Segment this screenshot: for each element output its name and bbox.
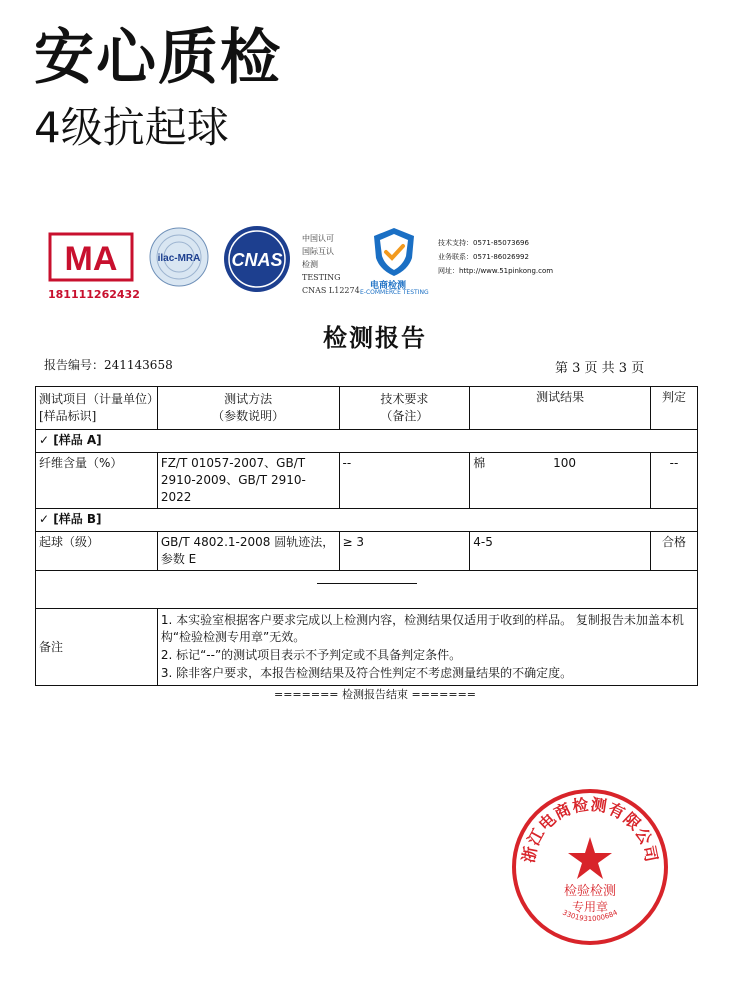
- seal-purpose: 检验检测: [563, 884, 617, 899]
- row1-result: [470, 453, 651, 509]
- seal-org: 浙江电商检测有限公司: [518, 794, 662, 865]
- ecommerce-testing-cn: 电商检测: [370, 281, 407, 291]
- report-end: ======= 检测报告结束 =======: [273, 688, 477, 701]
- row1-method: FZ/T 01057-2007、GB/T 2910-2009、GB/T 2910-2022: [157, 453, 339, 509]
- cma-logo: [48, 232, 134, 282]
- page-indicator: 第 3 页 共 3 页: [555, 361, 645, 376]
- note-1: 1. 本实验室根据客户要求完成以上检测内容，检测结果仅适用于收到的样品。 复制报告未加盖本机构“检验检测专用章”无效。: [160, 613, 684, 644]
- shield-icon: [366, 224, 422, 280]
- seal-code: 3301931000684: [561, 908, 619, 923]
- header-method: 测试方法 （参数说明）: [157, 387, 339, 430]
- row1-item: 纤维含量（%）: [36, 453, 158, 509]
- cnas-logo: [218, 224, 296, 294]
- row1-result-value: 100: [553, 456, 576, 470]
- sample-a-label: ✓ [样品 A]: [36, 430, 698, 453]
- sample-b-label: ✓ [样品 B]: [36, 509, 698, 532]
- header-verdict: 判定: [651, 387, 698, 430]
- cma-code: 181111262432: [48, 288, 140, 301]
- header-requirement: 技术要求 （备注）: [339, 387, 470, 430]
- ilac-logo: [148, 226, 210, 288]
- divider-line: [317, 583, 417, 584]
- notes-row: [36, 609, 698, 686]
- cma-text: MA: [64, 240, 118, 278]
- contact-info: 技术支持：0571-85073696 业务联系：0571-86026992 网址：http://www.51pinkong.com: [438, 239, 554, 275]
- notes-content: [157, 609, 697, 686]
- header-item: 测试项目（计量单位） [样品标识]: [36, 387, 158, 430]
- report-table: [35, 386, 698, 686]
- cnas-description: 中国认可 国际互认 检测 TESTING CNAS L12274: [302, 234, 360, 295]
- page-subtitle: 4级抗起球: [34, 103, 229, 152]
- cnas-text: CNAS: [231, 250, 283, 270]
- row2-method: GB/T 4802.1-2008 圆轨迹法，参数 E: [157, 532, 339, 571]
- note-3: 3. 除非客户要求，本报告检测结果及符合性判定不考虑测量结果的不确定度。: [160, 666, 573, 680]
- seal-purpose-2: 专用章: [571, 900, 609, 914]
- certification-logos: [48, 222, 668, 302]
- company-seal: [510, 787, 670, 947]
- row2-requirement: ≥ 3: [339, 532, 470, 571]
- row2-verdict: 合格: [651, 532, 698, 571]
- blank-row: [36, 571, 698, 609]
- notes-label: 备注: [36, 609, 158, 686]
- star-icon: [568, 837, 612, 879]
- sample-b-row: [36, 509, 698, 532]
- table-row: [36, 532, 698, 571]
- table-row: [36, 453, 698, 509]
- ilac-text: ilac-MRA: [157, 253, 201, 264]
- row1-requirement: --: [339, 453, 470, 509]
- row2-item: 起球（级）: [36, 532, 158, 571]
- sample-a-row: [36, 430, 698, 453]
- note-2: 2. 标记“--”的测试项目表示不予判定或不具备判定条件。: [160, 648, 462, 662]
- table-header: [36, 387, 698, 430]
- row2-result: 4-5: [470, 532, 651, 571]
- header-result: 测试结果: [470, 387, 651, 430]
- row1-verdict: --: [651, 453, 698, 509]
- row1-result-label: 棉: [473, 456, 486, 470]
- ecommerce-testing-en: E-COMMERCE TESTING: [360, 289, 429, 296]
- report-title: 检测报告: [323, 323, 427, 352]
- report-number: 报告编号：241143658: [44, 358, 173, 372]
- page-title: 安心质检: [34, 23, 282, 93]
